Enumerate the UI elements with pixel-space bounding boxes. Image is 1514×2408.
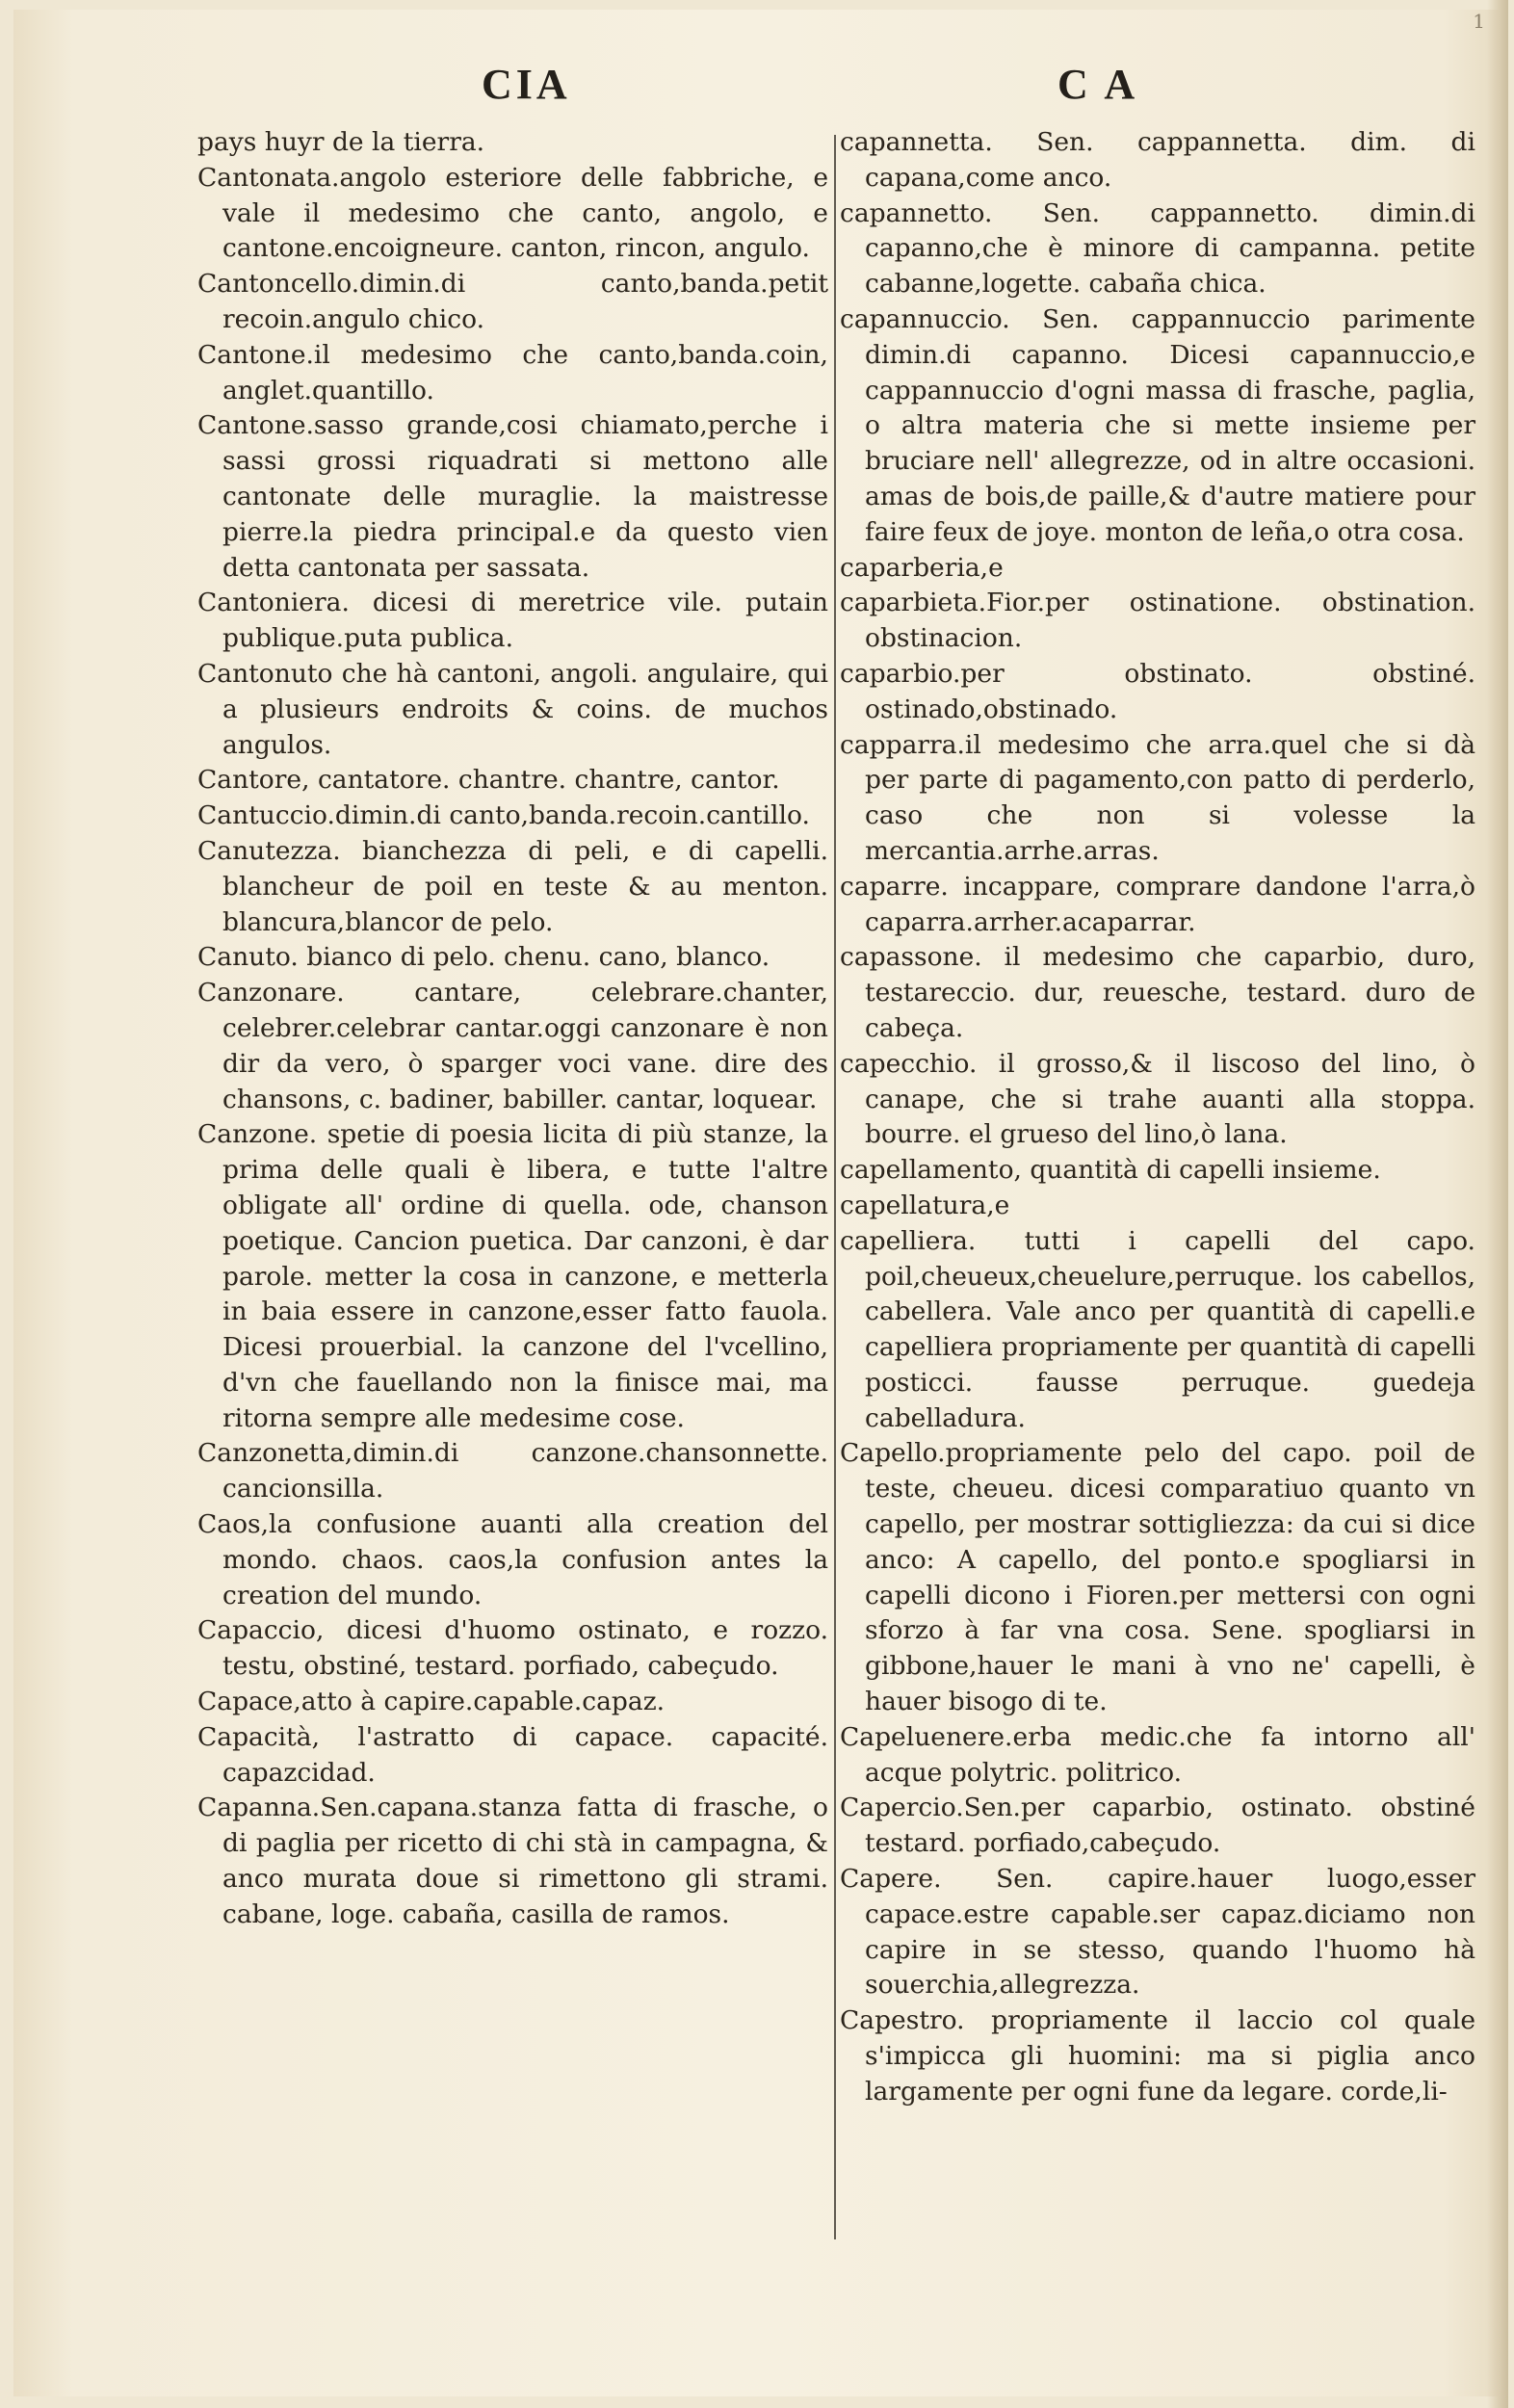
running-head-right: C A <box>1057 61 1139 108</box>
column-divider <box>834 135 836 2239</box>
dictionary-entry: Canzone. spetie di poesia licita di più stanze, la prima delle quali è libera, e tutte l'altre obligate all' ordine di quella. ode, chanson poetique. Cancion puetica. Dar canzoni, è dar parole. metter la cosa in canzone, e metterla in baia essere in canzone,esser fatto fauola. Dicesi prouerbial. la canzone del l'vcellino, d'vn che fauellando non la finisce mai, ma ritorna sempre alle medesime cose. <box>197 1119 828 1433</box>
dictionary-entry: Capestro. propriamente il laccio col quale s'impicca gli huomini: ma si piglia anco largamente per ogni fune da legare. corde,li- <box>840 2005 1475 2107</box>
dictionary-entry: Cantoncello.dimin.di canto,banda.petit recoin.angulo chico. <box>197 269 828 334</box>
dictionary-entry: Canzonare. cantare, celebrare.chanter, celebrer.celebrar cantar.oggi canzonare è non dir da vero, ò sparger voci vane. dire des chansons, c. badiner, babiller. cantar, loquear. <box>197 978 828 1114</box>
dictionary-entry: Cantone.sasso grande,cosi chiamato,perche i sassi grossi riquadrati si mettono alle cantonate delle muraglie. la maistresse pierre.la piedra principal.e da questo vien detta cantonata per sassata. <box>197 410 828 583</box>
corner-mark: 1 <box>1473 10 1485 33</box>
dictionary-entry: caparre. incappare, comprare dandone l'arra,ò caparra.arrher.acaparrar. <box>840 871 1475 937</box>
dictionary-entry: Capaccio, dicesi d'huomo ostinato, e rozzo. testu, obstiné, testard. porfiado, cabeçudo. <box>197 1615 828 1682</box>
dictionary-entry: Capercio.Sen.per caparbio, ostinato. obstiné testard. porfiado,cabeçudo. <box>840 1793 1475 1859</box>
dictionary-entry: Capere. Sen. capire.hauer luogo,esser capace.estre capable.ser capaz.diciamo non capire in se stesso, quando l'huomo hà souerchia,allegrezza. <box>840 1864 1475 2001</box>
right-column <box>840 125 1475 2110</box>
running-head-left: CIA <box>482 61 571 108</box>
dictionary-entry: capparra.il medesimo che arra.quel che si dà per parte di pagamento,con patto di perderlo, caso che non si volesse la mercantia.arrhe.arras. <box>840 729 1475 866</box>
page-edge <box>1487 0 1508 2408</box>
dictionary-entry: Cantore, cantatore. chantre. chantre, cantor. <box>197 765 780 796</box>
dictionary-entry: caparbieta.Fior.per ostinatione. obstination. obstinacion. <box>840 588 1475 654</box>
dictionary-entry: Capanna.Sen.capana.stanza fatta di frasche, o di paglia per ricetto di chi stà in campagna, & anco murata doue si rimettono gli strami. cabane, loge. cabaña, casilla de ramos. <box>197 1793 828 1929</box>
dictionary-entry: Capacità, l'astratto di capace. capacité. capazcidad. <box>197 1721 828 1788</box>
dictionary-entry: Cantoniera. dicesi di meretrice vile. putain publique.puta publica. <box>197 588 828 654</box>
dictionary-entry: Capeluenere.erba medic.che fa intorno all' acque polytric. politrico. <box>840 1721 1475 1788</box>
dictionary-entry: Cantonuto che hà cantoni, angoli. angulaire, qui a plusieurs endroits & coins. de muchos angulos. <box>197 658 828 760</box>
left-column <box>197 125 828 1933</box>
dictionary-entry: Caos,la confusione auanti alla creation del mondo. chaos. caos,la confusion antes la creation del mundo. <box>197 1509 828 1610</box>
dictionary-entry: capannetto. Sen. cappannetto. dimin.di capanno,che è minore di campanna. petite cabanne,logette. cabaña chica. <box>840 197 1475 300</box>
dictionary-entry: pays huyr de la tierra. <box>197 127 485 157</box>
dictionary-entry: caparberia,e <box>840 552 1004 583</box>
dictionary-entry: Canuto. bianco di pelo. chenu. cano, blanco. <box>197 942 770 973</box>
dictionary-entry: capecchio. il grosso,& il liscoso del lino, ò canape, che si trahe auanti alla stoppa. bourre. el grueso del lino,ò lana. <box>840 1048 1475 1150</box>
dictionary-entry: Capello.propriamente pelo del capo. poil de teste, cheueu. dicesi comparatiuo quanto vn capello, per mostrar sottigliezza: da cui si dice anco: A capello, del ponto.e spogliarsi in capelli dicono i Fioren.per mettersi con ogni sforzo à far vna cosa. Sene. spogliarsi in gibbone,hauer le mani à vno ne' capelli, è hauer bisogo di te. <box>840 1438 1475 1717</box>
dictionary-entry: caparbio.per obstinato. obstiné. ostinado,obstinado. <box>840 658 1475 724</box>
dictionary-entry: Cantuccio.dimin.di canto,banda.recoin.cantillo. <box>197 800 810 831</box>
dictionary-entry: capassone. il medesimo che caparbio, duro, testareccio. dur, reuesche, testard. duro de cabeça. <box>840 942 1475 1043</box>
dictionary-entry: capannetta. Sen. cappannetta. dim. di capana,come anco. <box>840 127 1475 193</box>
dictionary-entry: Canzonetta,dimin.di canzone.chansonnette. cancionsilla. <box>197 1438 828 1505</box>
dictionary-entry: Cantone.il medesimo che canto,banda.coin, anglet.quantillo. <box>197 339 828 406</box>
dictionary-entry: Cantonata.angolo esteriore delle fabbriche, e vale il medesimo che canto, angolo, e cantone.encoigneure. canton, rincon, angulo. <box>197 162 828 264</box>
dictionary-entry: Canutezza. bianchezza di peli, e di capelli. blancheur de poil en teste & au menton. blancura,blancor de pelo. <box>197 835 828 937</box>
dictionary-entry: capellatura,e <box>840 1190 1010 1220</box>
dictionary-entry: capelliera. tutti i capelli del capo. poil,cheueux,cheuelure,perruque. los cabellos, cabellera. Vale anco per quantità di capelli.e capelliera propriamente per quantità di capelli posticci. fausse perruque. guedeja cabelladura. <box>840 1225 1475 1433</box>
dictionary-entry: Capace,atto à capire.capable.capaz. <box>197 1687 666 1717</box>
dictionary-entry: capannuccio. Sen. cappannuccio parimente dimin.di capanno. Dicesi capannuccio,e cappannuccio d'ogni massa di frasche, paglia, o altra materia che si mette insieme per bruciare nell' allegrezze, od in altre occasioni. amas de bois,de paille,& d'autre matiere pour faire feux de joye. monton de leña,o otra cosa. <box>840 303 1475 547</box>
dictionary-entry: capellamento, quantità di capelli insieme. <box>840 1155 1381 1186</box>
